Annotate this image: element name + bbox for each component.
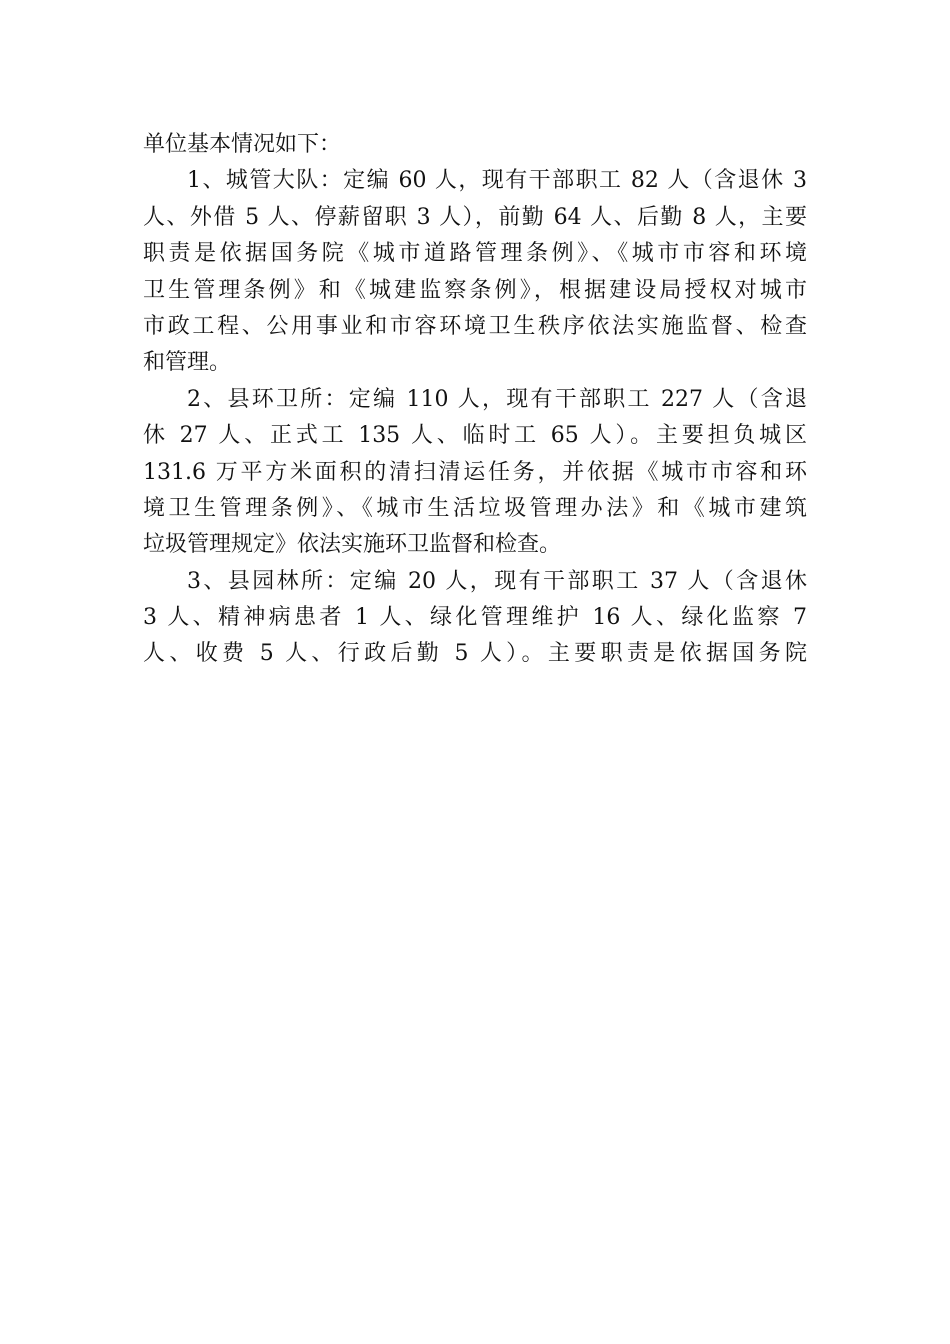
document-body	[143, 127, 807, 673]
item-2-line-2: 休 27 人、正式工 135 人、临时工 65 人）。主要担负城区	[143, 423, 807, 449]
item-1-line-6: 和管理。	[143, 350, 232, 376]
item-2-line-1: 2、县环卫所：定编 110 人，现有干部职工 227 人（含退	[187, 386, 807, 412]
item-2-line-5: 垃圾管理规定》依法实施环卫监督和检查。	[143, 532, 562, 558]
item-1-line-1: 1、城管大队：定编 60 人，现有干部职工 82 人（含退休 3	[187, 168, 807, 194]
item-3-line-1: 3、县园林所：定编 20 人，现有干部职工 37 人（含退休	[187, 568, 807, 594]
item-3-line-3: 人、收费 5 人、行政后勤 5 人）。主要职责是依据国务院	[143, 641, 807, 667]
item-1-line-2: 人、外借 5 人、停薪留职 3 人），前勤 64 人、后勤 8 人，主要	[143, 204, 807, 230]
item-1-line-3: 职责是依据国务院《城市道路管理条例》、《城市市容和环境	[143, 241, 807, 267]
item-2-line-3: 131.6 万平方米面积的清扫清运任务，并依据《城市市容和环	[143, 459, 807, 485]
item-2-line-4: 境卫生管理条例》、《城市生活垃圾管理办法》和《城市建筑	[143, 495, 807, 521]
item-1-line-5: 市政工程、公用事业和市容环境卫生秩序依法实施监督、检查	[143, 313, 807, 339]
item-1-line-4: 卫生管理条例》和《城建监察条例》，根据建设局授权对城市	[143, 277, 807, 303]
intro-line: 单位基本情况如下：	[143, 132, 342, 157]
item-3-line-2: 3 人、精神病患者 1 人、绿化管理维护 16 人、绿化监察 7	[143, 605, 807, 631]
